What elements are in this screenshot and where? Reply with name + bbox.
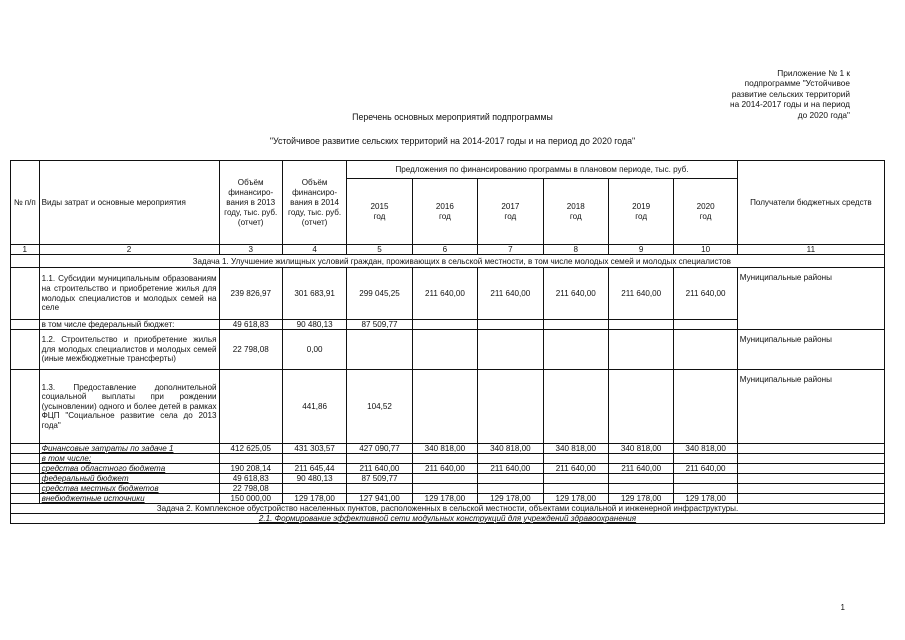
index-cell: 7 [478,245,543,255]
header-recipients: Получатели бюджетных средств [737,161,884,245]
value-cell: 340 818,00 [543,444,608,454]
totals-row [11,464,885,474]
value-cell: 87 509,77 [347,474,412,484]
task2-title: Задача 2. Комплексное обустройство населенных пунктов, расположенных в сельской местности, объектами социальной и инженерной инфраструктуры. [11,504,885,514]
totals-row [11,444,885,454]
value-cell: 340 818,00 [478,444,543,454]
recipient-cell: Муниципальные районы [737,268,884,330]
totals-label: в том числе: [39,454,219,464]
year-label: 2016 [435,201,454,211]
task1-title: Задача 1. Улучшение жилищных условий граждан, проживающих в сельской местности, в том числе молодых семей и молодых специалистов [39,255,884,268]
appendix-line: подпрограмме "Устойчивое [744,78,850,89]
document-subtitle: "Устойчивое развитие сельских территорий на 2014-2017 годы и на период до 2020 года" [269,136,636,146]
value-cell: 211 640,00 [543,464,608,474]
header-year [674,179,737,245]
value-cell: 211 640,00 [674,268,737,320]
value-cell [478,484,543,494]
totals-row [11,474,885,484]
item-1-1-row [11,268,885,320]
totals-label: внебюджетные источники [39,494,219,504]
value-cell: 90 480,13 [282,474,346,484]
year-unit: год [373,211,386,221]
value-cell: 129 178,00 [478,494,543,504]
header-no: № п/п [11,161,40,245]
document-title: Перечень основных мероприятий подпрограммы [352,112,553,122]
value-cell [282,454,346,464]
value-cell: 211 640,00 [478,464,543,474]
value-cell: 129 178,00 [282,494,346,504]
header-year [347,179,412,245]
year-unit: год [569,211,582,221]
value-cell: 22 798,08 [219,330,282,370]
page-number: 1 [840,603,845,612]
value-cell: 129 178,00 [674,494,737,504]
index-cell: 8 [543,245,608,255]
index-cell: 2 [39,245,219,255]
value-cell: 0,00 [282,330,346,370]
value-cell: 211 640,00 [412,268,477,320]
totals-label: средства областного бюджета [39,464,219,474]
value-cell [478,474,543,484]
totals-row [11,494,885,504]
value-cell: 104,52 [347,370,412,444]
value-cell [347,454,412,464]
index-cell: 10 [674,245,737,255]
value-cell: 239 826,97 [219,268,282,320]
item-1-2-row [11,330,885,370]
header-year [543,179,608,245]
value-cell: 211 640,00 [674,464,737,474]
header-year [608,179,673,245]
value-cell: 190 208,14 [219,464,282,474]
appendix-line: на 2014-2017 годы и на период [730,99,850,110]
header-year [412,179,477,245]
value-cell: 340 818,00 [608,444,673,454]
year-label: 2019 [632,201,651,211]
year-unit: год [504,211,517,221]
measures-table [10,160,885,524]
value-cell [608,474,673,484]
value-cell: 211 645,44 [282,464,346,474]
totals-row [11,484,885,494]
index-cell: 3 [219,245,282,255]
value-cell [674,474,737,484]
appendix-line: до 2020 года" [797,109,850,120]
value-cell [478,454,543,464]
value-cell: 301 683,91 [282,268,346,320]
task1-title-row [11,255,885,268]
value-cell [282,484,346,494]
value-cell: 211 640,00 [412,464,477,474]
federal-label: в том числе федеральный бюджет: [39,320,219,330]
value-cell: 127 941,00 [347,494,412,504]
year-unit: год [635,211,648,221]
value-cell [543,454,608,464]
value-cell: 49 618,83 [219,474,282,484]
year-label: 2020 [696,201,715,211]
value-cell: 441,86 [282,370,346,444]
value-cell [347,484,412,494]
header-year [478,179,543,245]
value-cell: 211 640,00 [608,464,673,474]
header-row [11,161,885,179]
index-cell: 11 [737,245,884,255]
task2-title-row [11,504,885,514]
item-1-2-text: 1.2. Строительство и приобретение жилья для молодых специалистов и молодых семей (иные межбюджетные трансферты) [39,330,219,370]
value-cell: 412 625,05 [219,444,282,454]
value-cell: 129 178,00 [543,494,608,504]
value-cell: 129 178,00 [412,494,477,504]
value-cell [608,484,673,494]
header-proposals: Предложения по финансированию программы в плановом периоде, тыс. руб. [347,161,737,179]
appendix-line: развитие сельских территорий [731,88,850,99]
value-cell: 49 618,83 [219,320,282,330]
value-cell: 211 640,00 [608,268,673,320]
value-cell: 427 090,77 [347,444,412,454]
value-cell: 211 640,00 [543,268,608,320]
value-cell: 150 000,00 [219,494,282,504]
value-cell [412,474,477,484]
index-row [11,245,885,255]
header-2014: Объём финансиро-вания в 2014 году, тыс. руб. (отчет) [282,161,346,245]
appendix-line: Приложение № 1 к [777,68,850,78]
task2-sub-row [11,514,885,524]
item-1-1-text: 1.1. Субсидии муниципальным образованиям на строительство и приобретение жилья для молодых специалистов и молодых семей на селе [39,268,219,320]
totals-row [11,454,885,464]
value-cell: 211 640,00 [347,464,412,474]
value-cell: 87 509,77 [347,320,412,330]
index-cell: 5 [347,245,412,255]
index-cell: 9 [608,245,673,255]
totals-label: средства местных бюджетов [39,484,219,494]
value-cell: 90 480,13 [282,320,346,330]
value-cell: 340 818,00 [412,444,477,454]
value-cell: 211 640,00 [478,268,543,320]
value-cell [543,484,608,494]
year-unit: год [439,211,451,221]
year-label: 2018 [566,201,585,211]
year-label: 2017 [501,201,520,211]
item-1-3-row [11,370,885,444]
value-cell: 299 045,25 [347,268,412,320]
value-cell [412,454,477,464]
value-cell [674,484,737,494]
value-cell: 431 303,57 [282,444,346,454]
value-cell [412,484,477,494]
value-cell [608,454,673,464]
index-cell: 6 [412,245,477,255]
totals-label: федеральный бюджет [39,474,219,484]
recipient-cell: Муниципальные районы [737,330,884,370]
header-2013: Объём финансиро-вания в 2013 году, тыс. руб. (отчет) [219,161,282,245]
value-cell: 340 818,00 [674,444,737,454]
value-cell [543,474,608,484]
recipient-cell: Муниципальные районы [737,370,884,444]
value-cell: 129 178,00 [608,494,673,504]
item-1-3-text: 1.3. Предоставление дополнительной социальной выплаты при рождении (усыновлении) одного и более детей в рамках ФЦП "Социальное развитие села до 2013 года" [39,370,219,444]
task2-subtitle: 2.1. Формирование эффективной сети модульных конструкций для учреждений здравоохранения [11,514,885,524]
totals-label: Финансовые затраты по задаче 1 [39,444,219,454]
index-cell: 1 [11,245,40,255]
value-cell: 22 798,08 [219,484,282,494]
value-cell [674,454,737,464]
year-unit: год [699,211,712,221]
header-types: Виды затрат и основные мероприятия [39,161,219,245]
index-cell: 4 [282,245,346,255]
value-cell [219,454,282,464]
year-label: 2015 [370,201,389,211]
